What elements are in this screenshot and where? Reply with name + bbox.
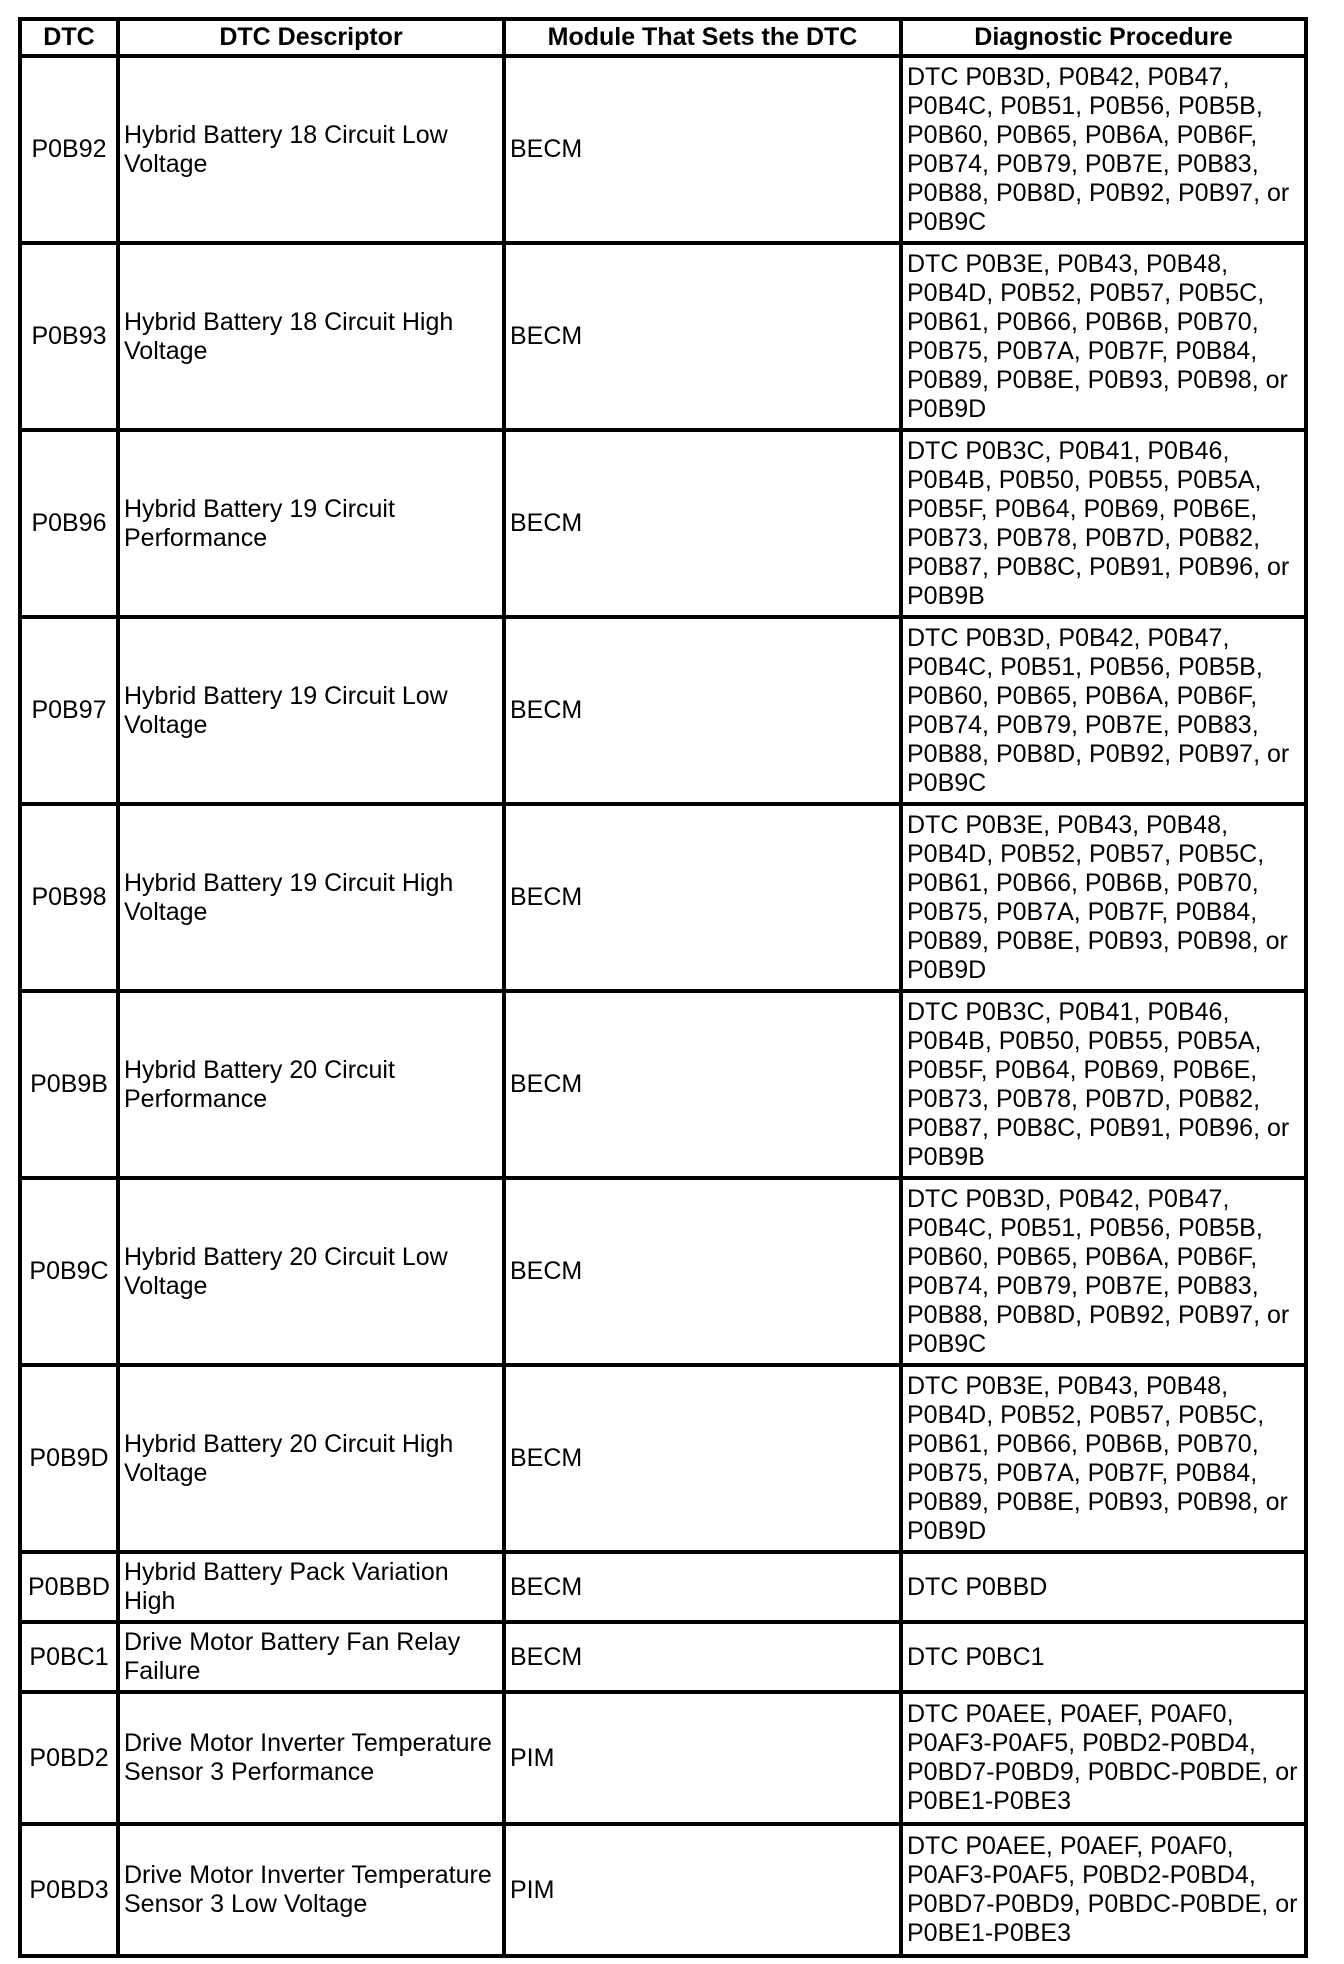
dtc-table [18, 17, 1308, 1958]
diagnostic-procedure: DTC P0B3D, P0B42, P0B47, P0B4C, P0B51, P0B56, P0B5B, P0B60, P0B65, P0B6A, P0B6F, P0B74, P0B79, P0B7E, P0B83, P0B88, P0B8D, P0B92, P0B97, or P0B9C [901, 617, 1306, 804]
dtc-descriptor: Hybrid Battery 18 Circuit Low Voltage [118, 56, 504, 243]
diagnostic-procedure: DTC P0B3E, P0B43, P0B48, P0B4D, P0B52, P0B57, P0B5C, P0B61, P0B66, P0B6B, P0B70, P0B75, P0B7A, P0B7F, P0B84, P0B89, P0B8E, P0B93, P0B98, or P0B9D [901, 243, 1306, 430]
table-row [20, 1692, 1306, 1824]
module-name: BECM [504, 1365, 901, 1552]
dtc-descriptor: Hybrid Battery 18 Circuit High Voltage [118, 243, 504, 430]
dtc-descriptor: Hybrid Battery 20 Circuit Low Voltage [118, 1178, 504, 1365]
table-header-row [20, 19, 1306, 56]
diagnostic-procedure: DTC P0B3D, P0B42, P0B47, P0B4C, P0B51, P0B56, P0B5B, P0B60, P0B65, P0B6A, P0B6F, P0B74, P0B79, P0B7E, P0B83, P0B88, P0B8D, P0B92, P0B97, or P0B9C [901, 1178, 1306, 1365]
dtc-code: P0B92 [20, 56, 118, 243]
table-row [20, 1824, 1306, 1956]
diagnostic-procedure: DTC P0B3E, P0B43, P0B48, P0B4D, P0B52, P0B57, P0B5C, P0B61, P0B66, P0B6B, P0B70, P0B75, P0B7A, P0B7F, P0B84, P0B89, P0B8E, P0B93, P0B98, or P0B9D [901, 804, 1306, 991]
module-name: PIM [504, 1824, 901, 1956]
diagnostic-procedure: DTC P0BC1 [901, 1622, 1306, 1692]
dtc-code: P0BD3 [20, 1824, 118, 1956]
module-name: BECM [504, 1622, 901, 1692]
dtc-code: P0BD2 [20, 1692, 118, 1824]
dtc-descriptor: Hybrid Battery 20 Circuit Performance [118, 991, 504, 1178]
table-row [20, 1178, 1306, 1365]
table-row [20, 243, 1306, 430]
header-module: Module That Sets the DTC [504, 19, 901, 56]
header-diagnostic-procedure: Diagnostic Procedure [901, 19, 1306, 56]
dtc-code: P0BBD [20, 1552, 118, 1622]
diagnostic-procedure: DTC P0B3D, P0B42, P0B47, P0B4C, P0B51, P0B56, P0B5B, P0B60, P0B65, P0B6A, P0B6F, P0B74, P0B79, P0B7E, P0B83, P0B88, P0B8D, P0B92, P0B97, or P0B9C [901, 56, 1306, 243]
dtc-code: P0B96 [20, 430, 118, 617]
table-row [20, 1622, 1306, 1692]
dtc-descriptor: Hybrid Battery 19 Circuit High Voltage [118, 804, 504, 991]
module-name: BECM [504, 804, 901, 991]
module-name: BECM [504, 243, 901, 430]
header-dtc: DTC [20, 19, 118, 56]
dtc-descriptor: Drive Motor Inverter Temperature Sensor 3 Low Voltage [118, 1824, 504, 1956]
dtc-code: P0B98 [20, 804, 118, 991]
dtc-code: P0B9C [20, 1178, 118, 1365]
dtc-descriptor: Hybrid Battery 20 Circuit High Voltage [118, 1365, 504, 1552]
table-row [20, 430, 1306, 617]
table-row [20, 1552, 1306, 1622]
dtc-code: P0B97 [20, 617, 118, 804]
module-name: BECM [504, 1552, 901, 1622]
dtc-descriptor: Drive Motor Battery Fan Relay Failure [118, 1622, 504, 1692]
dtc-code: P0B9B [20, 991, 118, 1178]
dtc-code: P0BC1 [20, 1622, 118, 1692]
diagnostic-procedure: DTC P0B3C, P0B41, P0B46, P0B4B, P0B50, P0B55, P0B5A, P0B5F, P0B64, P0B69, P0B6E, P0B73, P0B78, P0B7D, P0B82, P0B87, P0B8C, P0B91, P0B96, or P0B9B [901, 430, 1306, 617]
table-row [20, 804, 1306, 991]
diagnostic-procedure: DTC P0AEE, P0AEF, P0AF0, P0AF3-P0AF5, P0BD2-P0BD4, P0BD7-P0BD9, P0BDC-P0BDE, or P0BE1-P0BE3 [901, 1692, 1306, 1824]
module-name: BECM [504, 1178, 901, 1365]
diagnostic-procedure: DTC P0BBD [901, 1552, 1306, 1622]
table-row [20, 1365, 1306, 1552]
dtc-descriptor: Hybrid Battery Pack Variation High [118, 1552, 504, 1622]
module-name: BECM [504, 617, 901, 804]
diagnostic-procedure: DTC P0B3E, P0B43, P0B48, P0B4D, P0B52, P0B57, P0B5C, P0B61, P0B66, P0B6B, P0B70, P0B75, P0B7A, P0B7F, P0B84, P0B89, P0B8E, P0B93, P0B98, or P0B9D [901, 1365, 1306, 1552]
dtc-descriptor: Hybrid Battery 19 Circuit Low Voltage [118, 617, 504, 804]
dtc-code: P0B93 [20, 243, 118, 430]
table-row [20, 56, 1306, 243]
diagnostic-procedure: DTC P0AEE, P0AEF, P0AF0, P0AF3-P0AF5, P0BD2-P0BD4, P0BD7-P0BD9, P0BDC-P0BDE, or P0BE1-P0BE3 [901, 1824, 1306, 1956]
table-row [20, 617, 1306, 804]
module-name: BECM [504, 991, 901, 1178]
module-name: BECM [504, 56, 901, 243]
module-name: PIM [504, 1692, 901, 1824]
header-dtc-descriptor: DTC Descriptor [118, 19, 504, 56]
table-row [20, 991, 1306, 1178]
dtc-descriptor: Hybrid Battery 19 Circuit Performance [118, 430, 504, 617]
diagnostic-procedure: DTC P0B3C, P0B41, P0B46, P0B4B, P0B50, P0B55, P0B5A, P0B5F, P0B64, P0B69, P0B6E, P0B73, P0B78, P0B7D, P0B82, P0B87, P0B8C, P0B91, P0B96, or P0B9B [901, 991, 1306, 1178]
dtc-code: P0B9D [20, 1365, 118, 1552]
dtc-descriptor: Drive Motor Inverter Temperature Sensor 3 Performance [118, 1692, 504, 1824]
module-name: BECM [504, 430, 901, 617]
